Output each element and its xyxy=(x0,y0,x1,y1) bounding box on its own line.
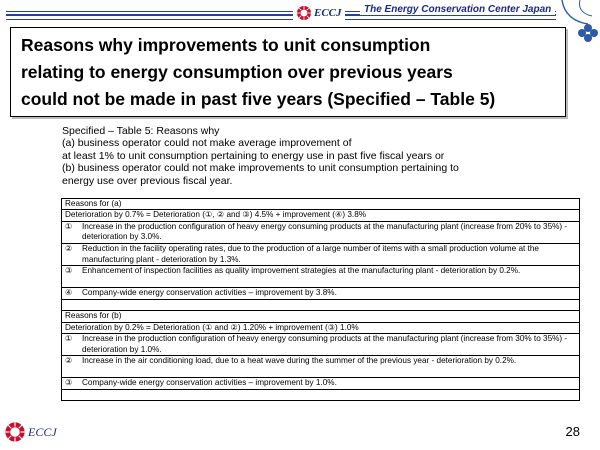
item-number: ④ xyxy=(65,288,73,298)
organization-name: The Energy Conservation Center Japan xyxy=(360,4,555,15)
intro-line: (a) business operator could not make average improvement of xyxy=(62,137,352,150)
page-number: 28 xyxy=(565,424,580,439)
item-text: Company-wide energy conservation activities – improvement by 1.0%. xyxy=(82,378,337,388)
section-a-item xyxy=(62,244,579,266)
section-a-header: Reasons for (a) xyxy=(62,199,579,210)
section-a-item xyxy=(62,222,579,244)
slide-title-line: could not be made in past five years (Specified – Table 5) xyxy=(21,89,496,109)
intro-text xyxy=(62,125,532,187)
eccj-sunburst-icon xyxy=(296,5,312,21)
section-b-item xyxy=(62,334,579,356)
item-text: Increase in the production configuration of heavy energy consuming products at the manufacturing plant (increase from 30% to 35%) - deterioration by 1.0%. xyxy=(82,333,568,354)
item-number: ② xyxy=(65,356,73,366)
table-spacer-row xyxy=(62,300,579,311)
item-text: Company-wide energy conservation activities – improvement by 3.8%. xyxy=(82,288,337,298)
item-number: ③ xyxy=(65,378,73,388)
section-b-header: Reasons for (b) xyxy=(62,311,579,322)
footer-logo xyxy=(4,421,57,443)
header-logo xyxy=(293,3,345,23)
item-number: ② xyxy=(65,243,73,253)
table-spacer-row xyxy=(62,390,579,401)
item-text: Increase in the production configuration of heavy energy consuming products at the manufacturing plant (increase from 20% to 35%) - deterioration by 3.0%. xyxy=(82,221,568,242)
item-number: ① xyxy=(65,333,73,343)
item-number: ① xyxy=(65,221,73,231)
item-number: ③ xyxy=(65,266,73,276)
intro-line: energy use over previous fiscal year. xyxy=(62,174,233,187)
slide-title-line: relating to energy consumption over previous years xyxy=(21,62,453,82)
item-text: Enhancement of inspection facilities as quality improvement strategies at the manufacturing plant - deterioration by 0.2%. xyxy=(82,266,521,276)
section-a-summary: Deterioration by 0.7% = Deterioration (①, ② and ③) 4.5% + improvement (④) 3.8% xyxy=(62,210,579,221)
slide-title-box xyxy=(10,27,566,117)
intro-line: (b) business operator could not make improvements to unit consumption pertaining to xyxy=(62,162,459,175)
footer-logo-text: ECCJ xyxy=(28,424,57,439)
header-logo-text: ECCJ xyxy=(314,7,342,19)
section-a-item xyxy=(62,288,579,299)
intro-line: at least 1% to unit consumption pertaining to energy use in past five fiscal years or xyxy=(62,149,445,162)
section-a-item xyxy=(62,266,579,288)
item-text: Reduction in the facility operating rates, due to the production of a large number of items with a small production volume at the manufacturing plant - deterioration by 1.3%. xyxy=(82,243,539,264)
section-b-item xyxy=(62,356,579,378)
section-b-summary: Deterioration by 0.2% = Deterioration (① and ②) 1.20% + improvement (③) 1.0% xyxy=(62,323,579,334)
eccj-sunburst-icon xyxy=(4,421,26,443)
reasons-table xyxy=(61,198,580,401)
section-b-item xyxy=(62,378,579,389)
intro-line: Specified – Table 5: Reasons why xyxy=(62,125,220,137)
slide-title-line: Reasons why improvements to unit consumption xyxy=(21,35,431,55)
item-text: Increase in the air conditioning load, due to a heat wave during the summer of the previous year - deterioration by 0.2%. xyxy=(82,356,517,366)
header-rule-bottom xyxy=(6,19,556,20)
